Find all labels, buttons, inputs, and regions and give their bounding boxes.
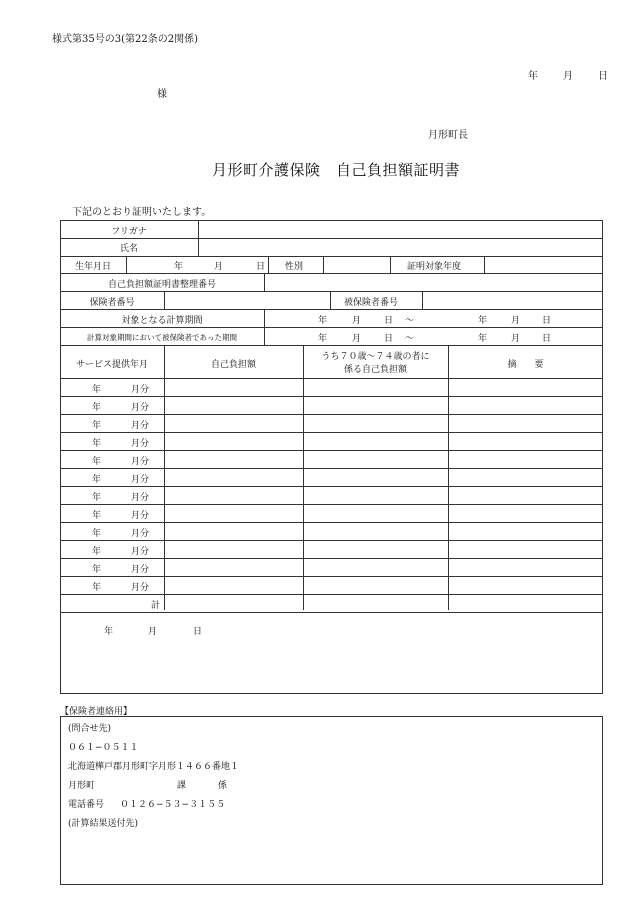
table-row-year: 年 — [92, 547, 102, 557]
table-row-year: 年 — [92, 421, 102, 431]
table-row-year: 年 — [92, 565, 102, 575]
form-number: 様式第35号の3(第22条の2関係) — [52, 34, 198, 45]
table-row-month: 月分 — [131, 547, 150, 557]
table-row-year: 年 — [92, 475, 102, 485]
period-label: 対象となる計算期間 — [121, 316, 203, 326]
col-service-month: サービス提供年月 — [75, 360, 148, 370]
table-row-month: 月分 — [131, 439, 150, 449]
insured-number-label: 被保険者番号 — [344, 298, 399, 308]
name-label: 氏名 — [119, 244, 138, 254]
col-70-74-line2: 係る自己負担額 — [343, 365, 407, 375]
table-row-year: 年 — [92, 583, 102, 593]
birth-day-label: 日 — [256, 262, 266, 272]
table-row-month: 月分 — [131, 475, 150, 485]
insured-end-month: 月 — [511, 334, 521, 344]
contact-phone-label: 電話番号 — [68, 800, 105, 810]
contact-phone: ０１２６−５３−３１５５ — [120, 800, 226, 810]
table-row-year: 年 — [92, 529, 102, 539]
insured-start-month: 月 — [352, 334, 362, 344]
table-row-year: 年 — [92, 493, 102, 503]
birth-year-label: 年 — [174, 262, 184, 272]
table-row-month: 月分 — [131, 493, 150, 503]
insured-end-year: 年 — [478, 334, 488, 344]
table-row-month: 月分 — [131, 457, 150, 467]
issue-date-year: 年 — [104, 627, 114, 637]
contact-heading: 【保険者連絡用】 — [60, 707, 133, 717]
table-row-month: 月分 — [131, 583, 150, 593]
insured-start-day: 日 — [384, 334, 394, 344]
period-start-day: 日 — [384, 316, 394, 326]
contact-postal: ０６１−０５１１ — [68, 743, 139, 753]
table-row-month: 月分 — [131, 529, 150, 539]
col-self-burden: 自己負担額 — [210, 360, 256, 370]
table-row-month: 月分 — [131, 403, 150, 413]
insured-period-label: 計算対象期間において被保険者であった期間 — [87, 333, 237, 342]
period-tilde: 〜 — [405, 316, 415, 326]
contact-result-dest: (計算結果送付先) — [68, 819, 139, 829]
birthdate-label: 生年月日 — [74, 262, 111, 272]
addressee-suffix: 様 — [157, 89, 167, 100]
table-row-year: 年 — [92, 385, 102, 395]
period-end-year: 年 — [478, 316, 488, 326]
issuer-name: 月形町長 — [428, 130, 468, 141]
table-row-year: 年 — [92, 511, 102, 521]
table-row-month: 月分 — [131, 421, 150, 431]
insured-start-year: 年 — [318, 334, 328, 344]
contact-inquiry: (問合せ先) — [68, 724, 112, 734]
issue-date-day: 日 — [193, 627, 203, 637]
insured-end-day: 日 — [542, 334, 552, 344]
period-start-year: 年 — [318, 316, 328, 326]
table-row-month: 月分 — [131, 385, 150, 395]
table-row-year: 年 — [92, 439, 102, 449]
issue-date-month: 月 — [148, 627, 158, 637]
table-row-month: 月分 — [131, 565, 150, 575]
table-row-month: 月分 — [131, 511, 150, 521]
table-row-year: 年 — [92, 457, 102, 467]
period-start-month: 月 — [352, 316, 362, 326]
cert-number-label: 自己負担額証明書整理番号 — [107, 280, 216, 290]
period-end-month: 月 — [511, 316, 521, 326]
contact-staff: 係 — [218, 781, 228, 791]
col-summary: 摘 要 — [507, 360, 544, 370]
header-date-day: 日 — [598, 71, 608, 82]
table-row-year: 年 — [92, 403, 102, 413]
header-date-month: 月 — [563, 71, 573, 82]
header-date-year: 年 — [528, 71, 538, 82]
col-70-74-line1: うち７０歳〜７４歳の者に — [321, 352, 430, 362]
insurer-number-label: 保険者番号 — [89, 298, 135, 308]
birth-month-label: 月 — [214, 262, 224, 272]
furigana-label: フリガナ — [111, 227, 147, 237]
contact-address: 北海道樺戸郡月形町字月形１４６６番地１ — [68, 762, 240, 772]
table-total-label: 計 — [151, 601, 161, 611]
insured-tilde: 〜 — [405, 334, 415, 344]
sex-label: 性別 — [285, 262, 304, 272]
contact-section: 課 — [177, 781, 187, 791]
contact-town: 月形町 — [68, 781, 96, 791]
document-title: 月形町介護保険 自己負担額証明書 — [212, 161, 461, 179]
cert-year-label: 証明対象年度 — [407, 262, 462, 272]
period-end-day: 日 — [542, 316, 552, 326]
intro-text: 下記のとおり証明いたします。 — [72, 207, 212, 218]
